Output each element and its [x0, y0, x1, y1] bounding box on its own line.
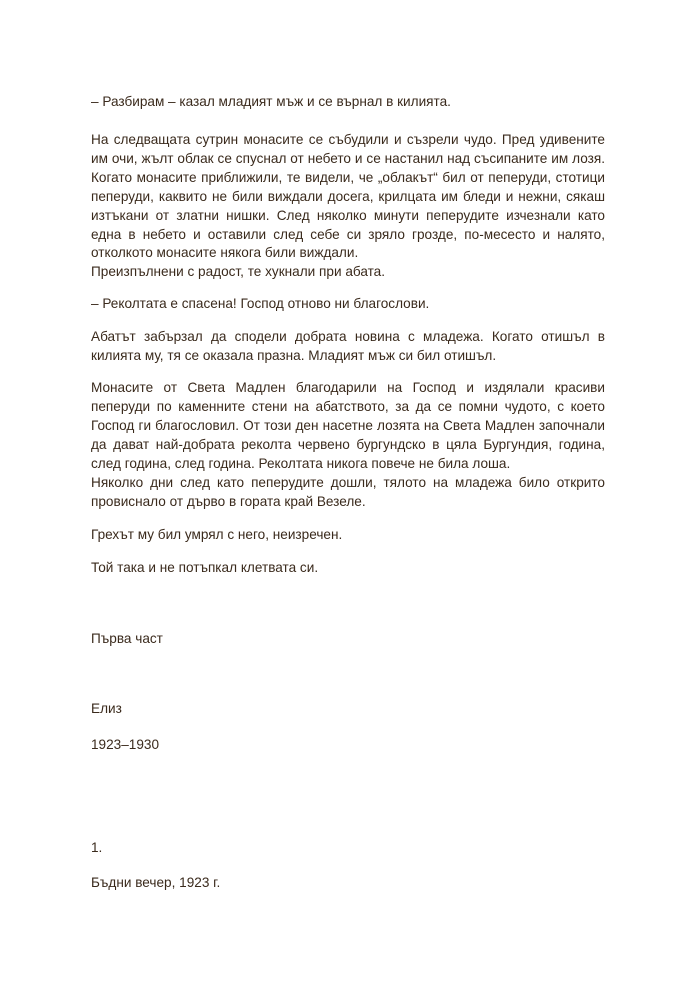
paragraph-4: – Реколтата е спасена! Господ отново ни благослови.: [91, 296, 430, 311]
paragraph-8: Грехът му бил умрял с него, неизречен.: [91, 527, 343, 542]
paragraph-5: Абатът забързал да сподели добрата новина с младежа. Когато отишъл в килията му, тя се оказала празна. Младият мъж си бил отишъл.: [91, 329, 605, 363]
paragraph-3: Преизпълнени с радост, те хукнали при абата.: [91, 264, 386, 279]
part-title: Първа част: [91, 631, 163, 646]
chapter-number: 1.: [91, 840, 103, 855]
paragraph-6: Монасите от Света Мадлен благодарили на Господ и издялали красиви пеперуди по каменните стени на абатството, за да се помни чудото, с което Господ ги благословил. От този ден насетне лозята на Света Мадлен започнали да дават най-добрата реколта червено бургундско в цяла Бургундия, година, след година, след година. Реколтата никога повече не била лоша.: [91, 380, 605, 471]
chapter-title: Бъдни вечер, 1923 г.: [91, 875, 221, 890]
paragraph-1: – Разбирам – казал младият мъж и се върнал в килията.: [91, 94, 451, 109]
part-name: Елиз: [91, 701, 122, 716]
paragraph-9: Той така и не потъпкал клетвата си.: [91, 560, 319, 575]
paragraph-7: Няколко дни след като пеперудите дошли, тялото на младежа било открито провиснало от дърво в гората край Везеле.: [91, 475, 605, 509]
part-years: 1923–1930: [91, 737, 160, 752]
paragraph-2: На следващата сутрин монасите се събудили и съзрели чудо. Пред удивените им очи, жълт облак се спуснал от небето и се настанил над съсипаните им лозя. Когато монасите приближили, те видели, че „облакът“ бил от пеперуди, стотици пеперуди, каквито не били виждали досега, крилцата им бледи и нежни, сякаш изтъкани от златни нишки. След няколко минути пеперудите изчезнали като една в небето и оставили след себе си зряло грозде, по-месесто и налято, отколкото монасите някога били виждали.: [91, 132, 605, 261]
